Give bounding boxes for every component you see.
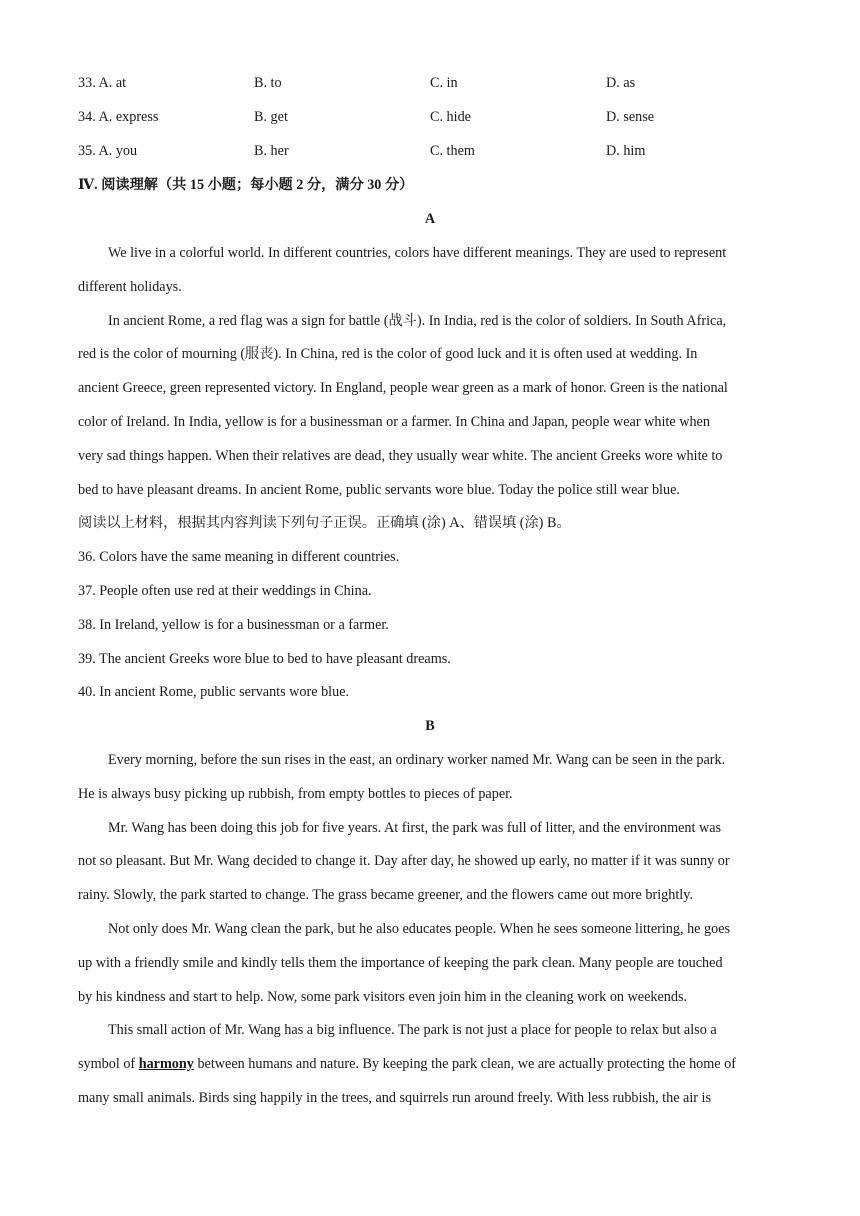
- instruction: 阅读以上材料，根据其内容判读下列句子正误。正确填 (涂) A、错误填 (涂) B。: [78, 515, 571, 531]
- passage-line: rainy. Slowly, the park started to change. The grass became greener, and the flowers came out more brightly.: [78, 887, 693, 903]
- section-heading: Ⅳ. 阅读理解（共 15 小题；每小题 2 分，满分 30 分）: [78, 177, 414, 193]
- passage-line: In ancient Rome, a red flag was a sign for battle (战斗). In India, red is the color of soldiers. In South Africa,: [108, 313, 727, 329]
- passage-line: color of Ireland. In India, yellow is for a businessman or a farmer. In China and Japan, people wear white when: [78, 414, 710, 430]
- passage-line: up with a friendly smile and kindly tells them the importance of keeping the park clean. Many people are touched: [78, 955, 723, 971]
- option-a: 34. A. express: [78, 109, 159, 125]
- passage-line: different holidays.: [78, 279, 182, 295]
- line-text: symbol of: [78, 1056, 139, 1072]
- passage-line: many small animals. Birds sing happily in the trees, and squirrels run around freely. With less rubbish, the air is: [78, 1090, 712, 1106]
- option-d: D. sense: [606, 109, 655, 125]
- passage-line: Not only does Mr. Wang clean the park, but he also educates people. When he sees someone littering, he goes: [108, 921, 731, 937]
- question-36: 36. Colors have the same meaning in different countries.: [78, 549, 400, 565]
- option-c: C. hide: [430, 109, 471, 125]
- passage-line: bed to have pleasant dreams. In ancient Rome, public servants wore blue. Today the police still wear blue.: [78, 482, 680, 498]
- question-39: 39. The ancient Greeks wore blue to bed to have pleasant dreams.: [78, 651, 451, 667]
- passage-line: ancient Greece, green represented victory. In England, people wear green as a mark of honor. Green is the national: [78, 380, 728, 396]
- question-38: 38. In Ireland, yellow is for a businessman or a farmer.: [78, 617, 389, 633]
- line-text: between humans and nature. By keeping the park clean, we are actually protecting the home of: [193, 1056, 736, 1072]
- passage-b-label: B: [425, 718, 435, 734]
- question-37: 37. People often use red at their weddings in China.: [78, 583, 372, 599]
- passage-line: by his kindness and start to help. Now, some park visitors even join him in the cleaning work on weekends.: [78, 989, 688, 1005]
- passage-line: This small action of Mr. Wang has a big influence. The park is not just a place for people to relax but also a: [108, 1022, 717, 1038]
- option-c: C. in: [430, 75, 458, 91]
- question-40: 40. In ancient Rome, public servants wore blue.: [78, 684, 350, 700]
- option-b: B. to: [254, 75, 282, 91]
- option-a: 35. A. you: [78, 143, 138, 159]
- passage-line: Every morning, before the sun rises in the east, an ordinary worker named Mr. Wang can be seen in the park.: [108, 752, 726, 768]
- passage-line: [78, 1054, 736, 1074]
- passage-line: very sad things happen. When their relatives are dead, they usually wear white. The ancient Greeks wore white to: [78, 448, 723, 464]
- option-b: B. get: [254, 109, 288, 125]
- option-c: C. them: [430, 143, 475, 159]
- passage-line: red is the color of mourning (服丧). In China, red is the color of good luck and it is often used at wedding. In: [78, 346, 698, 362]
- option-d: D. as: [606, 75, 636, 91]
- keyword-harmony: harmony: [138, 1056, 194, 1072]
- passage-line: He is always busy picking up rubbish, from empty bottles to pieces of paper.: [78, 786, 513, 802]
- option-b: B. her: [254, 143, 289, 159]
- option-d: D. him: [606, 143, 646, 159]
- passage-line: not so pleasant. But Mr. Wang decided to change it. Day after day, he showed up early, no matter if it was sunny or: [78, 853, 730, 869]
- passage-a-label: A: [424, 211, 436, 227]
- passage-line: We live in a colorful world. In different countries, colors have different meanings. They are used to represent: [108, 245, 727, 261]
- passage-line: Mr. Wang has been doing this job for five years. At first, the park was full of litter, and the environment was: [108, 820, 722, 836]
- option-a: 33. A. at: [78, 75, 127, 91]
